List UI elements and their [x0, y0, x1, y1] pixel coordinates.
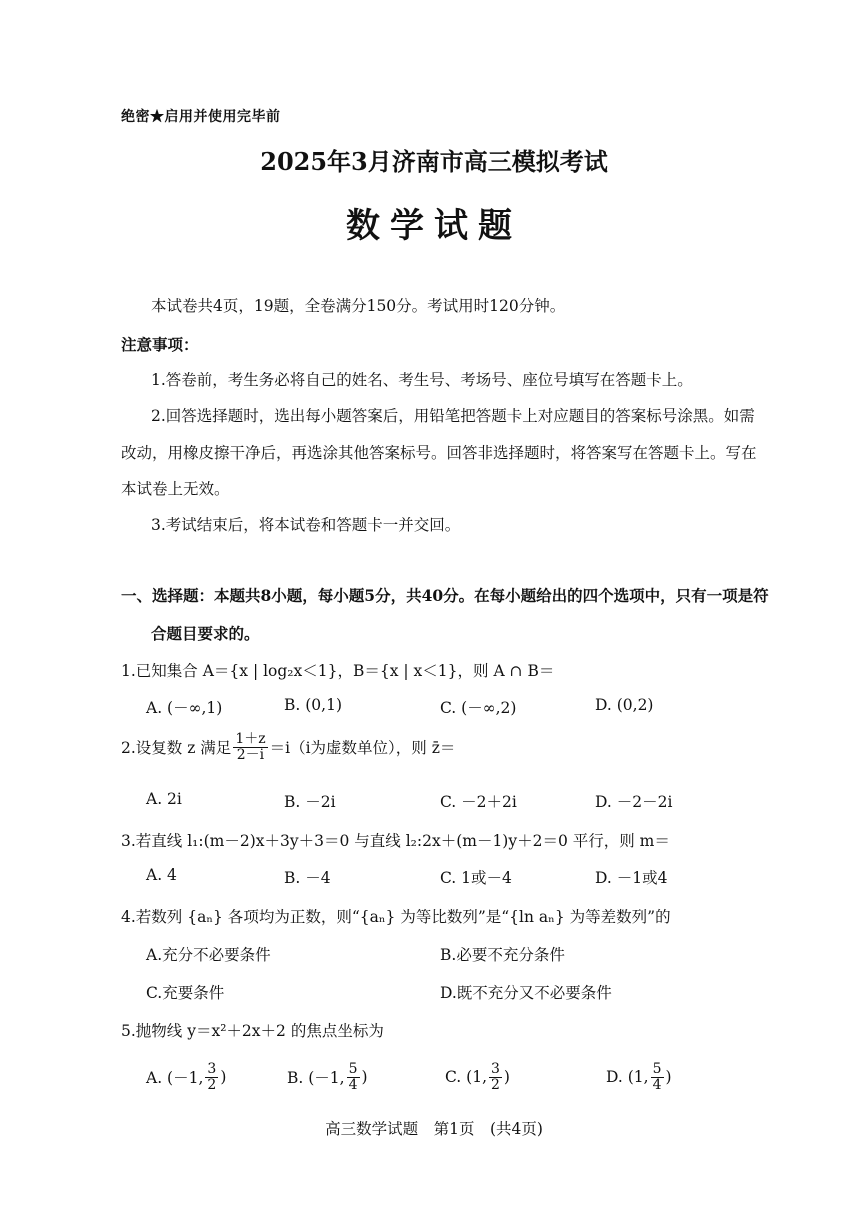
fraction-numerator: 3 [491, 1061, 500, 1077]
confidential-mark: 绝密★启用并使用完毕前 [121, 109, 281, 125]
note-item-3: 3.考试结束后，将本试卷和答题卡一并交回。 [151, 516, 461, 534]
note-item-2-line-1: 2.回答选择题时，选出每小题答案后，用铅笔把答题卡上对应题目的答案标号涂黑。如需 [151, 407, 755, 425]
fraction-denominator: 4 [348, 1076, 358, 1093]
question-5-option-c-label: C. (1, [445, 1068, 487, 1087]
question-1-option-c: C. (－∞,2) [440, 699, 517, 717]
question-1-option-d: D. (0,2) [595, 696, 654, 714]
question-3-option-d: D. －1或4 [595, 869, 668, 887]
page-footer: 高三数学试题 第1页 (共4页) [325, 1120, 543, 1138]
question-3-option-a: A. 4 [146, 866, 177, 884]
question-2-option-b: B. －2i [284, 793, 336, 811]
question-5-option-d-tail: ) [665, 1068, 672, 1087]
question-2-option-d: D. －2－2i [595, 793, 673, 811]
question-4-option-d: D.既不充分又不必要条件 [440, 984, 612, 1002]
question-5-option-d-label: D. (1, [606, 1068, 649, 1087]
question-2-stem-suffix: ＝i（i为虚数单位），则 z̄＝ [269, 739, 456, 758]
note-item-2-line-2: 改动，用橡皮擦干净后，再选涂其他答案标号。回答非选择题时，将答案写在答题卡上。写在 [121, 444, 757, 462]
fraction-denominator: 4 [652, 1076, 662, 1093]
question-5-option-a-tail: ) [220, 1068, 227, 1087]
question-5-option-c [445, 1062, 510, 1092]
subject-title: 数学试题 [346, 206, 522, 246]
fraction-numerator: 3 [207, 1061, 217, 1077]
question-1-stem: 1.已知集合 A＝{x | log₂x＜1}，B＝{x | x＜1}，则 A ∩ B＝ [121, 662, 555, 680]
question-5-option-b [287, 1062, 368, 1092]
question-2-fraction [233, 732, 267, 762]
question-3-option-b: B. －4 [284, 869, 331, 887]
question-1-option-b: B. (0,1) [284, 696, 342, 714]
question-5-option-d-fraction [651, 1062, 664, 1092]
question-2-stem [121, 732, 455, 762]
section-1-heading-line-2: 合题目要求的。 [151, 624, 260, 643]
exam-title: 2025年3月济南市高三模拟考试 [260, 147, 608, 176]
question-2-stem-prefix: 2.设复数 z 满足 [121, 739, 232, 758]
question-5-option-a [146, 1062, 226, 1092]
fraction-numerator: 5 [348, 1061, 358, 1077]
question-5-option-c-tail: ) [503, 1068, 510, 1087]
note-item-1: 1.答卷前，考生务必将自己的姓名、考生号、考场号、座位号填写在答题卡上。 [151, 371, 693, 389]
question-5-option-b-label: B. (－1, [287, 1069, 345, 1088]
question-1-option-a: A. (－∞,1) [146, 699, 223, 717]
question-3-option-c: C. 1或－4 [440, 869, 512, 887]
question-2-option-a: A. 2i [146, 790, 182, 808]
question-4-option-b: B.必要不充分条件 [440, 946, 565, 964]
question-4-option-c: C.充要条件 [146, 984, 225, 1002]
fraction-denominator: 2 [207, 1076, 217, 1093]
question-2-fraction-denominator: 2－i [236, 746, 265, 763]
section-1-heading-line-1: 一、选择题：本题共8小题，每小题5分，共40分。在每小题给出的四个选项中，只有一项是符 [121, 586, 769, 605]
question-5-option-d [606, 1062, 672, 1092]
fraction-numerator: 5 [652, 1061, 662, 1077]
notes-heading: 注意事项： [121, 335, 199, 354]
question-5-stem: 5.抛物线 y＝x²＋2x＋2 的焦点坐标为 [121, 1022, 384, 1040]
question-4-option-a: A.充分不必要条件 [146, 946, 271, 964]
fraction-denominator: 2 [491, 1076, 500, 1093]
question-3-stem: 3.若直线 l₁:(m－2)x＋3y＋3＝0 与直线 l₂:2x＋(m－1)y＋2＝0 平行，则 m＝ [121, 832, 670, 850]
question-4-stem: 4.若数列 {aₙ} 各项均为正数，则“{aₙ} 为等比数列”是“{ln aₙ} 为等差数列”的 [121, 908, 671, 926]
question-2-fraction-numerator: 1＋z [235, 731, 266, 747]
question-5-option-a-label: A. (－1, [146, 1069, 204, 1088]
note-item-2-line-3: 本试卷上无效。 [121, 480, 230, 498]
question-5-option-c-fraction [489, 1062, 502, 1092]
question-5-option-b-fraction [347, 1062, 360, 1092]
question-2-option-c: C. －2＋2i [440, 793, 517, 811]
question-5-option-b-tail: ) [361, 1068, 368, 1087]
question-5-option-a-fraction [205, 1062, 218, 1092]
intro-text: 本试卷共4页，19题，全卷满分150分。考试用时120分钟。 [151, 297, 566, 315]
